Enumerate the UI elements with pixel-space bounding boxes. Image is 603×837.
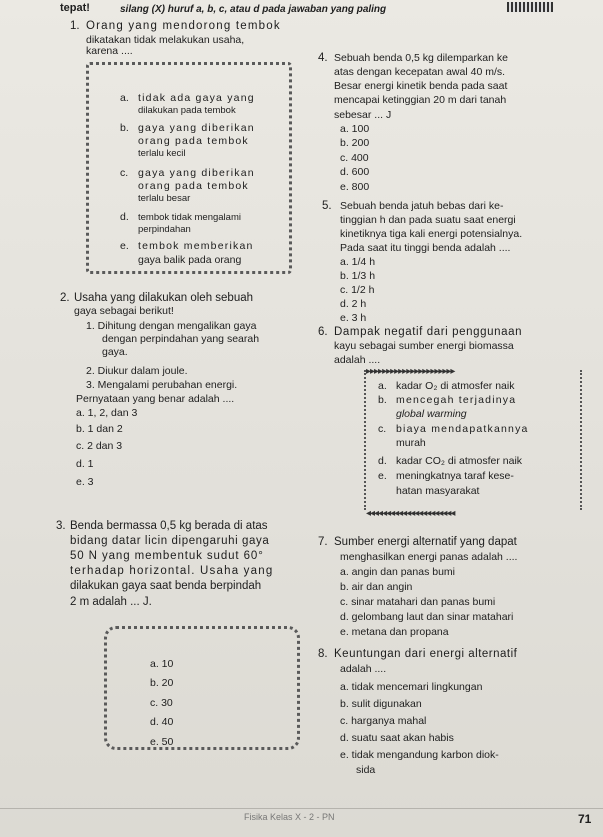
- q1-option-c-line: gaya yang diberikan: [138, 167, 255, 179]
- q1-option-d-line: tembok tidak mengalami: [138, 212, 241, 223]
- q6-line: Dampak negatif dari penggunaan: [334, 326, 523, 338]
- q2-option-d[interactable]: d. 1: [76, 458, 94, 470]
- q6-arrow-border-top: ▸▸▸▸▸▸▸▸▸▸▸▸▸▸▸▸▸▸▸▸▸▸: [366, 366, 455, 377]
- q6-arrow-border-right: [572, 370, 582, 510]
- q5-option-d[interactable]: d. 2 h: [340, 298, 367, 310]
- q3-options-frame: [104, 626, 300, 750]
- q8-option-c[interactable]: c. harganya mahal: [340, 715, 427, 727]
- q1-line: karena ....: [86, 45, 133, 57]
- q4-option-e[interactable]: e. 800: [340, 181, 370, 193]
- footer-book: Fisika Kelas X - 2 - PN: [244, 812, 335, 822]
- q3-line: 50 N yang membentuk sudut 60°: [70, 550, 264, 562]
- q1-option-d-letter[interactable]: d.: [120, 211, 129, 223]
- q3-line: 2 m adalah ... J.: [70, 596, 152, 608]
- q2-number: 2.: [60, 292, 70, 304]
- q6-number: 6.: [318, 326, 328, 338]
- q6-option-b-line: global warming: [396, 408, 467, 420]
- q3-line: Benda bermassa 0,5 kg berada di atas: [70, 520, 268, 532]
- q2-line: Usaha yang dilakukan oleh sebuah: [74, 292, 254, 304]
- q5-number: 5.: [322, 200, 332, 212]
- q4-line: mencapai ketinggian 20 m dari tanah: [334, 94, 507, 106]
- q8-option-e[interactable]: e. tidak mengandung karbon diok-: [340, 749, 499, 761]
- q8-number: 8.: [318, 648, 328, 660]
- q3-option-b[interactable]: b. 20: [150, 677, 174, 689]
- q4-line: atas dengan kecepatan awal 40 m/s.: [334, 66, 506, 78]
- header-tepat: tepat!: [60, 2, 90, 14]
- q1-option-c-line: terlalu besar: [138, 193, 191, 204]
- q6-option-c-line: biaya mendapatkannya: [396, 423, 529, 435]
- q6-option-e-line: hatan masyarakat: [396, 485, 480, 497]
- q6-option-e-line: meningkatnya taraf kese-: [396, 470, 514, 482]
- q4-line: sebesar ... J: [334, 109, 392, 121]
- q7-option-a[interactable]: a. angin dan panas bumi: [340, 566, 456, 578]
- q4-option-a[interactable]: a. 100: [340, 123, 370, 135]
- q3-line: bidang datar licin dipengaruhi gaya: [70, 535, 270, 547]
- q1-option-a-line: tidak ada gaya yang: [138, 92, 255, 104]
- q6-option-a-letter[interactable]: a.: [378, 380, 387, 392]
- q8-option-e-cont: sida: [356, 764, 376, 776]
- q6-option-b-letter[interactable]: b.: [378, 394, 387, 406]
- q6-option-a-line: kadar O₂ di atmosfer naik: [396, 380, 515, 392]
- q5-option-a[interactable]: a. 1/4 h: [340, 256, 376, 268]
- q2-item: dengan perpindahan yang searah: [102, 333, 260, 345]
- q2-option-a[interactable]: a. 1, 2, dan 3: [76, 407, 138, 419]
- q7-number: 7.: [318, 536, 328, 548]
- qr-code-icon: [507, 2, 553, 12]
- q6-option-c-letter[interactable]: c.: [378, 423, 387, 435]
- q1-option-d-line: perpindahan: [138, 224, 191, 235]
- q2-item: 3. Mengalami perubahan energi.: [86, 379, 238, 391]
- q3-option-d[interactable]: d. 40: [150, 716, 174, 728]
- q6-line: kayu sebagai sumber energi biomassa: [334, 340, 514, 352]
- q1-option-e-line: gaya balik pada orang: [138, 254, 242, 266]
- q3-line: dilakukan gaya saat benda berpindah: [70, 580, 262, 592]
- q6-arrow-border-left: [364, 370, 374, 510]
- q1-line: Orang yang mendorong tembok: [86, 20, 281, 32]
- q8-option-a[interactable]: a. tidak mencemari lingkungan: [340, 681, 483, 693]
- q3-line: terhadap horizontal. Usaha yang: [70, 565, 274, 577]
- q1-option-e-line: tembok memberikan: [138, 240, 254, 252]
- page-number: 71: [578, 812, 592, 826]
- q8-line: Keuntungan dari energi alternatif: [334, 648, 518, 660]
- q1-option-b-letter[interactable]: b.: [120, 122, 129, 134]
- footer-divider: [0, 808, 603, 809]
- q1-option-c-line: orang pada tembok: [138, 180, 249, 192]
- q1-option-b-line: terlalu kecil: [138, 148, 186, 159]
- q6-option-b-line: mencegah terjadinya: [396, 394, 517, 406]
- q3-option-a[interactable]: a. 10: [150, 658, 174, 670]
- q7-option-b[interactable]: b. air dan angin: [340, 581, 413, 593]
- q4-option-b[interactable]: b. 200: [340, 137, 370, 149]
- q6-option-d-line: kadar CO₂ di atmosfer naik: [396, 455, 523, 467]
- header-instruction: silang (X) huruf a, b, c, atau d pada jawaban yang paling: [120, 4, 387, 15]
- q2-stem: Pernyataan yang benar adalah ....: [76, 393, 235, 405]
- q1-option-c-letter[interactable]: c.: [120, 167, 129, 179]
- q4-option-c[interactable]: c. 400: [340, 152, 369, 164]
- q8-line: adalah ....: [340, 663, 387, 675]
- q7-option-e[interactable]: e. metana dan propana: [340, 626, 449, 638]
- q5-line: kinetiknya tiga kali energi potensialnya.: [340, 228, 523, 240]
- q7-line: menghasilkan energi panas adalah ....: [340, 551, 518, 563]
- q3-option-c[interactable]: c. 30: [150, 697, 173, 709]
- q1-line: dikatakan tidak melakukan usaha,: [86, 34, 245, 46]
- q1-option-e-letter[interactable]: e.: [120, 240, 129, 252]
- q5-line: Pada saat itu tinggi benda adalah ....: [340, 242, 511, 254]
- q6-arrow-border-bottom: ◂◂◂◂◂◂◂◂◂◂◂◂◂◂◂◂◂◂◂◂◂◂: [366, 508, 455, 519]
- q6-option-d-letter[interactable]: d.: [378, 455, 387, 467]
- q2-option-c[interactable]: c. 2 dan 3: [76, 440, 123, 452]
- q4-option-d[interactable]: d. 600: [340, 166, 370, 178]
- q1-option-b-line: orang pada tembok: [138, 135, 249, 147]
- q6-option-c-line: murah: [396, 437, 426, 449]
- q3-option-e[interactable]: e. 50: [150, 736, 174, 748]
- q5-option-c[interactable]: c. 1/2 h: [340, 284, 375, 296]
- q3-number: 3.: [56, 520, 66, 532]
- q5-line: Sebuah benda jatuh bebas dari ke-: [340, 200, 504, 212]
- q1-option-a-letter[interactable]: a.: [120, 92, 129, 104]
- q7-option-d[interactable]: d. gelombang laut dan sinar matahari: [340, 611, 514, 623]
- q6-option-e-letter[interactable]: e.: [378, 470, 387, 482]
- q2-item: gaya.: [102, 346, 128, 358]
- q5-line: tinggian h dan pada suatu saat energi: [340, 214, 516, 226]
- q1-option-a-line: dilakukan pada tembok: [138, 105, 236, 116]
- q8-option-d[interactable]: d. suatu saat akan habis: [340, 732, 454, 744]
- q2-option-b[interactable]: b. 1 dan 2: [76, 423, 123, 435]
- q8-option-b[interactable]: b. sulit digunakan: [340, 698, 422, 710]
- q2-item: 1. Dihitung dengan mengalikan gaya: [86, 320, 257, 332]
- q2-line: gaya sebagai berikut!: [74, 305, 174, 317]
- q7-option-c[interactable]: c. sinar matahari dan panas bumi: [340, 596, 496, 608]
- q2-option-e[interactable]: e. 3: [76, 476, 94, 488]
- q6-line: adalah ....: [334, 354, 381, 366]
- q1-number: 1.: [70, 20, 80, 32]
- q4-line: Besar energi kinetik benda pada saat: [334, 80, 508, 92]
- q4-line: Sebuah benda 0,5 kg dilemparkan ke: [334, 52, 508, 64]
- q7-line: Sumber energi alternatif yang dapat: [334, 536, 517, 548]
- q5-option-b[interactable]: b. 1/3 h: [340, 270, 376, 282]
- q5-option-e[interactable]: e. 3 h: [340, 312, 367, 324]
- q4-number: 4.: [318, 52, 328, 64]
- q2-item: 2. Diukur dalam joule.: [86, 365, 188, 377]
- q1-option-b-line: gaya yang diberikan: [138, 122, 255, 134]
